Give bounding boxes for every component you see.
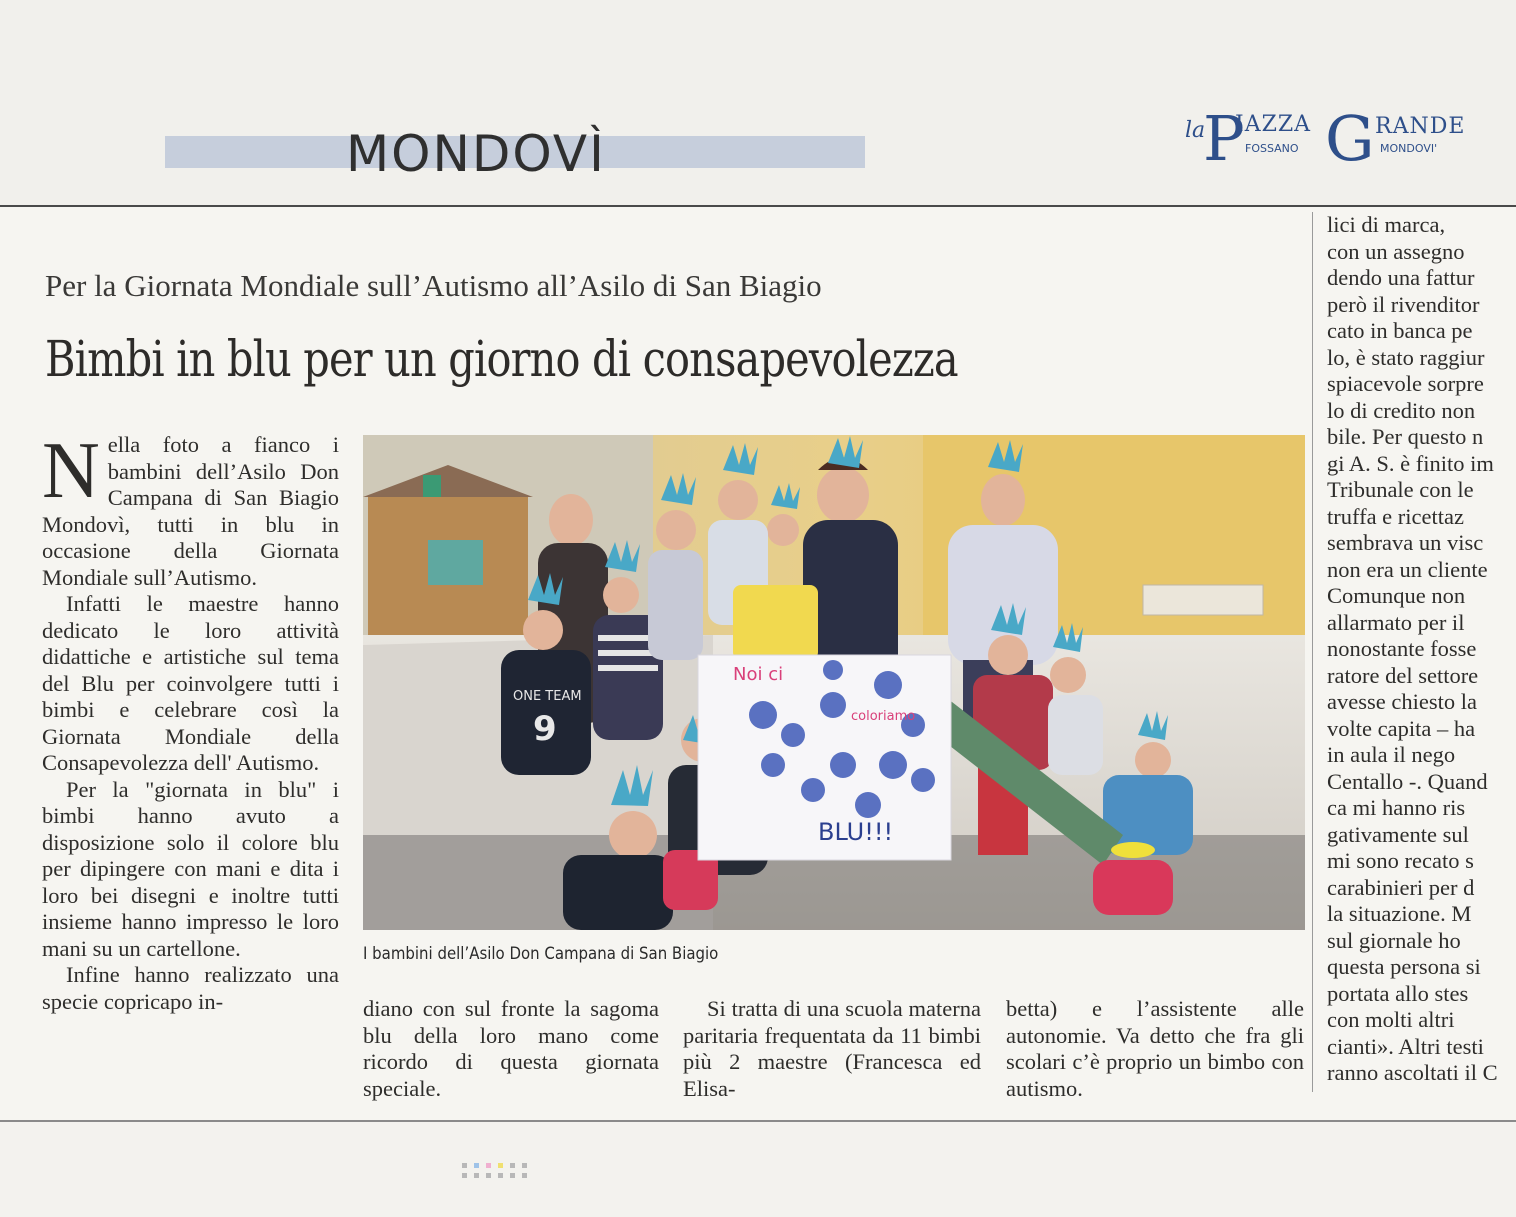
poster-text-2: coloriamo [851, 709, 916, 724]
newspaper-logo [1185, 102, 1475, 186]
adjacent-line: però il rivenditor [1327, 291, 1480, 317]
footer-rule [0, 1120, 1516, 1122]
adjacent-line: questa persona si [1327, 954, 1481, 979]
paragraph-1: ella foto a fianco i bambini dell’Asilo Don Campana di San Biagio Mondovì, tutti in blu in occasione della Giornata Mondiale sull’Autismo. [42, 432, 339, 590]
adjacent-line: Comunque non [1327, 583, 1466, 608]
adjacent-line: non era un cliente [1327, 556, 1488, 582]
column-3-text: Si tratta di una scuola materna paritaria frequentata da 11 bimbi più 2 maestre (Francesca ed Elisa- [683, 996, 981, 1101]
paragraph-2: Infatti le maestre hanno dedicato le loro attività didattiche e artistiche sul tema del Blu per coinvolgere tutti i bimbi e celebrare così la Giornata Mondiale della Consapevolezza dell' Autismo. [42, 591, 339, 775]
adjacent-line: cato in banca pe [1327, 318, 1473, 343]
adjacent-line: con un assegno [1327, 238, 1465, 264]
logo-g: G [1325, 102, 1375, 175]
poster-text-1: Noi ci [733, 664, 784, 685]
paragraph-4: Infine hanno realizzato una specie copricapo in- [42, 962, 339, 1014]
adjacent-line: la situazione. M [1327, 901, 1472, 926]
adjacent-line: allarmato per il [1327, 609, 1465, 635]
adjacent-line: ca mi hanno ris [1327, 795, 1466, 820]
adjacent-line: avesse chiesto la [1327, 689, 1477, 714]
photo-caption: I bambini dell’Asilo Don Campana di San Biagio [363, 944, 719, 964]
article-headline: Bimbi in blu per un giorno di consapevolezza [45, 330, 958, 388]
adjacent-line: gativamente sul [1327, 821, 1469, 847]
logo-piazza: IAZZA [1235, 112, 1312, 137]
adjacent-line: in aula il nego [1327, 742, 1456, 767]
poster-text-3: BLU!!! [818, 818, 894, 846]
adjacent-line: Centallo -. Quand [1327, 768, 1488, 794]
article-column-1 [42, 427, 339, 1015]
logo-fossano: FOSSANO [1245, 142, 1299, 155]
shirt-text: ONE TEAM [513, 689, 582, 704]
adjacent-line: mi sono recato s [1327, 848, 1474, 873]
article-kicker: Per la Giornata Mondiale sull’Autismo all’Asilo di San Biagio [45, 268, 822, 303]
paragraph-3: Per la "giornata in blu" i bimbi hanno avuto a disposizione solo il colore blu per dipingere con mani e dita i loro bei disegni e inoltre tutti insieme hanno impresso le loro mani su un cartellone. [42, 776, 339, 961]
adjacent-line: sembrava un visc [1327, 530, 1484, 555]
adjacent-line: nonostante fosse [1327, 636, 1477, 661]
column-divider [1312, 212, 1313, 1092]
logo-la: la [1185, 118, 1206, 143]
adjacent-line: sul giornale ho [1327, 927, 1461, 953]
section-title: MONDOVÌ [346, 125, 606, 183]
adjacent-line: ranno ascoltati il C [1327, 1060, 1498, 1082]
article-column-3 [683, 996, 981, 1102]
adjacent-line: bile. Per questo n [1327, 424, 1484, 449]
column-4-text: betta) e l’assistente alle autonomie. Va detto che fra gli scolari c’è proprio un bimbo con autismo. [1006, 996, 1304, 1101]
print-marks [0, 1155, 1516, 1185]
drop-cap: N [42, 427, 100, 515]
logo-mondovi: MONDOVI' [1380, 142, 1438, 155]
adjacent-line: spiacevole sorpre [1327, 371, 1484, 396]
adjacent-line: portata allo stes [1327, 980, 1469, 1006]
adjacent-line: volte capita – ha [1327, 715, 1476, 741]
logo-p: P [1203, 102, 1245, 175]
column-2-text: diano con sul fronte la sagoma blu della loro mano come ricordo di questa giornata speciale. [363, 996, 659, 1101]
hands-poster [698, 655, 951, 860]
article-photo [363, 435, 1305, 930]
adjacent-line: gi A. S. è finito im [1327, 450, 1494, 476]
adjacent-line: dendo una fattur [1327, 265, 1475, 290]
adjacent-line: lo di credito non [1327, 397, 1476, 423]
adjacent-line: truffa e ricettaz [1327, 503, 1464, 529]
article-column-2 [363, 996, 659, 1102]
logo-rande: RANDE [1375, 114, 1466, 139]
article-column-4 [1006, 996, 1304, 1102]
adjacent-line: carabinieri per d [1327, 874, 1475, 900]
adjacent-line: cianti». Altri testi [1327, 1033, 1484, 1059]
shirt-number: 9 [533, 709, 557, 749]
adjacent-line: ratore del settore [1327, 662, 1479, 688]
adjacent-line: con molti altri [1327, 1007, 1455, 1032]
adjacent-article-column [1327, 212, 1516, 1082]
adjacent-line: lici di marca, [1327, 212, 1446, 237]
adjacent-line: lo, è stato raggiur [1327, 344, 1485, 370]
adjacent-line: Tribunale con le [1327, 477, 1474, 502]
